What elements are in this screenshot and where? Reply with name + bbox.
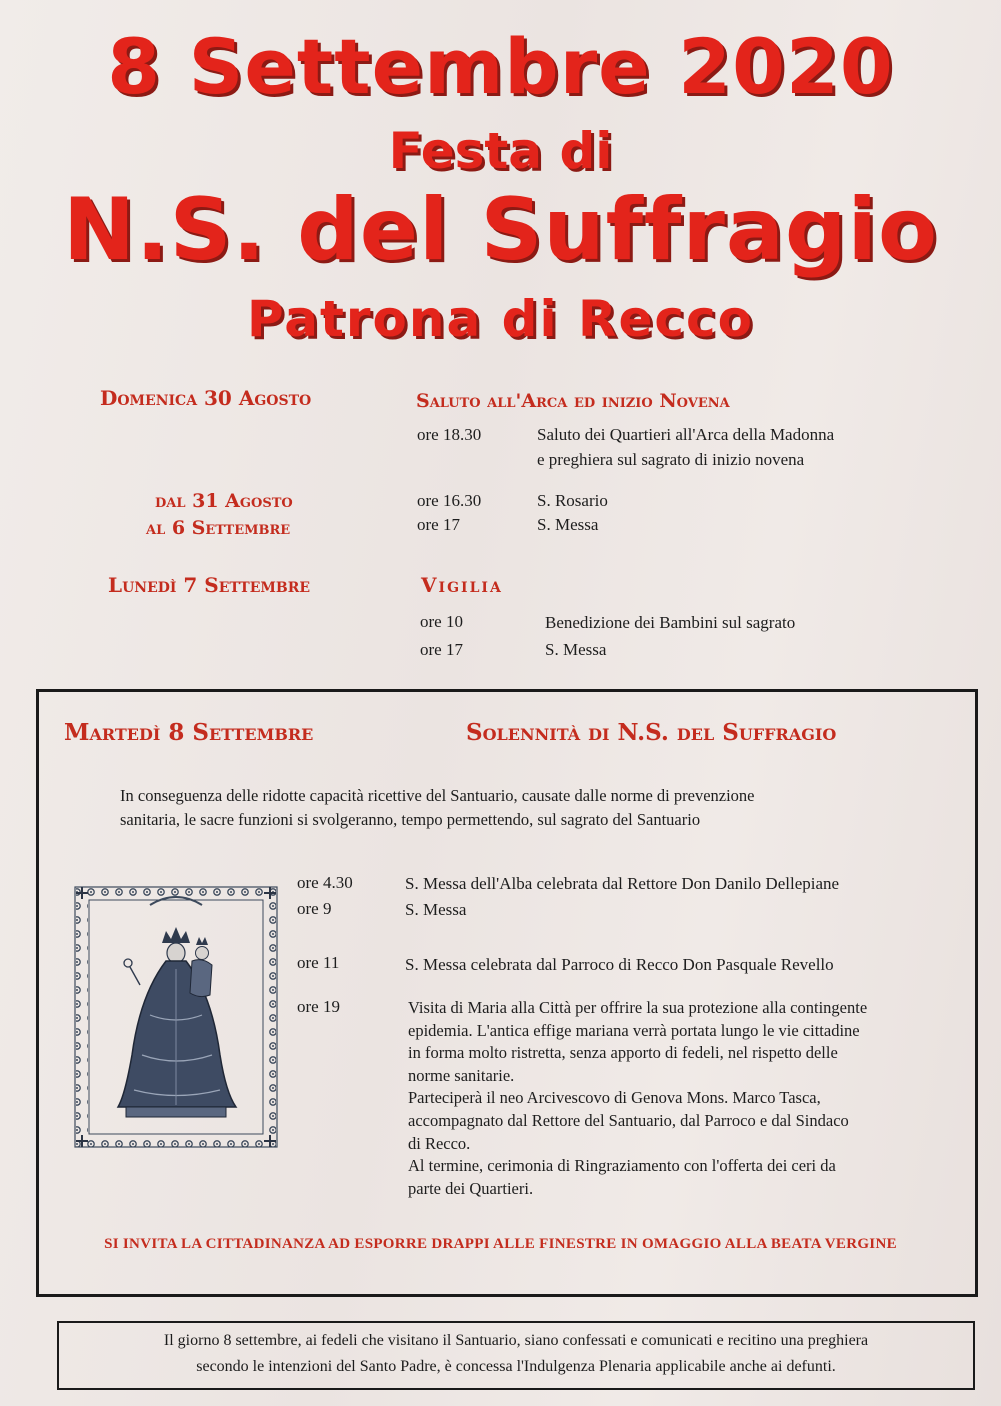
monday-date: Lunedì 7 Settembre — [108, 573, 311, 597]
monday-time-1: ore 10 — [420, 612, 463, 631]
novena-desc-1: S. Rosario — [537, 491, 608, 510]
evening-line: Al termine, cerimonia di Ringraziamento con l'offerta dei ceri da — [408, 1156, 836, 1176]
main-time-2: ore 9 — [297, 899, 332, 918]
monday-time-2: ore 17 — [420, 640, 463, 659]
sunday-desc — [537, 422, 834, 472]
evening-line: di Recco. — [408, 1133, 471, 1153]
sunday-event: Saluto all'Arca ed inizio Novena — [416, 390, 730, 412]
evening-line: parte dei Quartieri. — [408, 1178, 534, 1198]
indulgence-note — [57, 1321, 975, 1390]
novena-time-1: ore 16.30 — [417, 491, 482, 510]
main-date: Martedì 8 Settembre — [64, 719, 314, 746]
main-intro-line1: In conseguenza delle ridotte capacità ricettive del Santuario, causate dalle norme di prevenzione — [120, 786, 755, 805]
main-time-3: ore 11 — [297, 953, 340, 972]
title-festa: Festa di — [388, 122, 613, 180]
invite-banner: SI INVITA LA CITTADINANZA AD ESPORRE DRAPPI ALLE FINESTRE IN OMAGGIO ALLA BEATA VERGINE — [104, 1236, 897, 1252]
monday-event: Vigilia — [421, 573, 503, 597]
novena-desc-2: S. Messa — [537, 515, 599, 534]
main-intro-line2: sanitaria, le sacre funzioni si svolgeranno, tempo permettendo, sul sagrato del Santuario — [120, 810, 701, 829]
sunday-date: Domenica 30 Agosto — [100, 386, 312, 410]
evening-line: epidemia. L'antica effige mariana verrà portata lungo le vie cittadine — [408, 1020, 860, 1040]
monday-desc-2: S. Messa — [545, 640, 607, 659]
sunday-desc-line1: Saluto dei Quartieri all'Arca della Madonna — [537, 425, 835, 444]
novena-date-line1: dal 31 Agosto — [155, 490, 293, 512]
sunday-desc-line2: e preghiera sul sagrato di inizio novena — [537, 450, 805, 469]
evening-line: in forma molto ristretta, senza apporto di fedeli, nel rispetto delle — [408, 1043, 838, 1063]
main-desc-2: S. Messa — [405, 900, 467, 919]
evening-desc — [408, 997, 867, 1200]
evening-line: accompagnato dal Rettore del Santuario, dal Parroco e dal Sindaco — [408, 1110, 849, 1130]
novena-time-2: ore 17 — [417, 515, 460, 534]
title-date: 8 Settembre 2020 — [107, 22, 894, 111]
evening-time: ore 19 — [297, 997, 340, 1016]
madonna-image — [70, 885, 282, 1150]
evening-line: Visita di Maria alla Città per offrire la sua protezione alla contingente — [408, 998, 868, 1017]
title-patrona: Patrona di Recco — [246, 290, 755, 348]
title-name: N.S. del Suffragio — [62, 180, 939, 280]
evening-line: Parteciperà il neo Arcivescovo di Genova Mons. Marco Tasca, — [408, 1088, 821, 1108]
evening-line: norme sanitarie. — [408, 1065, 515, 1085]
main-desc-3: S. Messa celebrata dal Parroco di Recco Don Pasquale Revello — [405, 955, 834, 974]
indulgence-line2: secondo le intenzioni del Santo Padre, è concessa l'Indulgenza Plenaria applicabile anche ai defunti. — [196, 1358, 836, 1375]
sunday-time: ore 18.30 — [417, 425, 482, 444]
main-event: Solennità di N.S. del Suffragio — [466, 719, 837, 746]
novena-date-line2: al 6 Settembre — [146, 517, 291, 539]
main-desc-1: S. Messa dell'Alba celebrata dal Rettore Don Danilo Dellepiane — [405, 874, 840, 893]
main-time-1: ore 4.30 — [297, 873, 353, 892]
indulgence-line1: Il giorno 8 settembre, ai fedeli che visitano il Santuario, siano confessati e comunicati e recitino una preghiera — [163, 1332, 869, 1349]
monday-desc-1: Benedizione dei Bambini sul sagrato — [545, 613, 796, 632]
